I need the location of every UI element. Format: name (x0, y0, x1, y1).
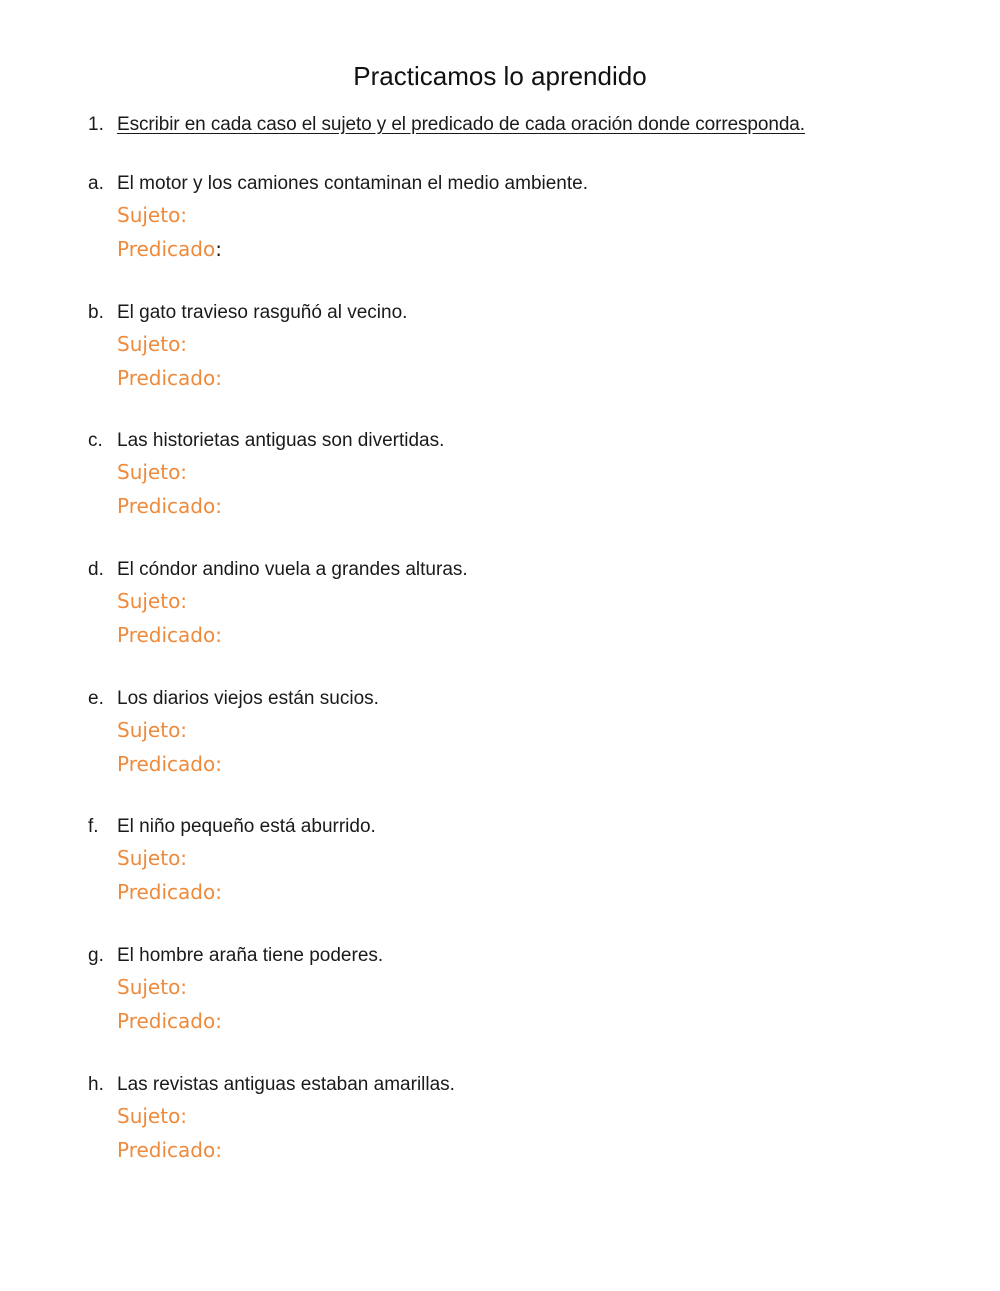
predicado-label: Predicado: (117, 365, 222, 390)
exercise-sentence (88, 942, 938, 970)
sujeto-label: Sujeto: (117, 717, 188, 742)
exercise-letter: f. (88, 816, 99, 838)
exercise-letter: a. (88, 173, 104, 194)
exercise-sentence (88, 1071, 938, 1099)
exercise-h (88, 1071, 938, 1200)
predicado-label: Predicado: (117, 751, 222, 776)
sujeto-label: Sujeto: (117, 1103, 188, 1128)
exercise-letter: c. (88, 430, 103, 452)
sujeto-answer[interactable] (117, 1099, 938, 1133)
sentence-text: Las revistas antiguas estaban amarillas. (117, 1073, 455, 1095)
predicado-label: Predicado (117, 237, 216, 261)
exercise-letter: h. (88, 1073, 104, 1095)
exercise-c (88, 427, 938, 556)
predicado-answer[interactable] (117, 361, 938, 395)
exercise-letter: b. (88, 301, 104, 323)
exercise-e (88, 685, 938, 814)
sentence-text: Las historietas antiguas son divertidas. (117, 430, 445, 452)
predicado-label: Predicado: (117, 1009, 222, 1034)
exercise-letter: g. (88, 945, 104, 967)
predicado-answer[interactable] (117, 1133, 938, 1167)
exercise-f (88, 813, 938, 942)
exercise-sentence (88, 170, 938, 198)
sentence-text: Los diarios viejos están sucios. (117, 687, 379, 709)
sujeto-label: Sujeto: (117, 331, 188, 356)
predicado-label: Predicado: (117, 1137, 222, 1162)
sujeto-answer[interactable] (117, 841, 938, 875)
instruction-text: Escribir en cada caso el sujeto y el predicado de cada oración donde corresponda. (117, 114, 805, 135)
page-title: Practicamos lo aprendido (353, 61, 647, 91)
sujeto-answer[interactable] (117, 327, 938, 361)
predicado-answer[interactable] (117, 618, 938, 652)
sentence-text: El cóndor andino vuela a grandes alturas. (117, 559, 468, 581)
predicado-answer[interactable] (117, 875, 938, 909)
exercise-sentence (88, 427, 938, 455)
sujeto-answer[interactable] (117, 455, 938, 489)
sujeto-answer[interactable] (117, 198, 938, 232)
exercise-sentence (88, 813, 938, 841)
predicado-colon: : (215, 237, 222, 261)
sentence-text: El motor y los camiones contaminan el medio ambiente. (117, 173, 589, 194)
exercise-sentence (88, 685, 938, 713)
exercise-b (88, 299, 938, 428)
instruction-number: 1. (88, 114, 104, 135)
predicado-label: Predicado: (117, 494, 222, 519)
exercise-g (88, 942, 938, 1071)
sujeto-label: Sujeto: (117, 975, 188, 1000)
exercise-a (88, 170, 938, 299)
exercise-letter: e. (88, 687, 104, 709)
sujeto-label: Sujeto: (117, 460, 188, 485)
sentence-text: El niño pequeño está aburrido. (117, 816, 376, 838)
predicado-answer[interactable] (117, 747, 938, 781)
predicado-label: Predicado: (117, 880, 222, 905)
sujeto-answer[interactable] (117, 970, 938, 1004)
exercise-sentence (88, 556, 938, 584)
sujeto-answer[interactable] (117, 713, 938, 747)
predicado-answer[interactable] (117, 489, 938, 523)
sujeto-answer[interactable] (117, 584, 938, 618)
predicado-answer[interactable] (117, 1004, 938, 1038)
instruction (88, 112, 805, 138)
sujeto-label: Sujeto: (117, 203, 188, 227)
predicado-answer[interactable] (117, 232, 938, 266)
predicado-label: Predicado: (117, 623, 222, 648)
sentence-text: El gato travieso rasguñó al vecino. (117, 301, 408, 323)
sujeto-label: Sujeto: (117, 589, 188, 614)
exercise-list (88, 170, 938, 1200)
exercise-d (88, 556, 938, 685)
sujeto-label: Sujeto: (117, 846, 188, 871)
exercise-letter: d. (88, 559, 104, 581)
exercise-sentence (88, 299, 938, 327)
sentence-text: El hombre araña tiene poderes. (117, 945, 384, 967)
